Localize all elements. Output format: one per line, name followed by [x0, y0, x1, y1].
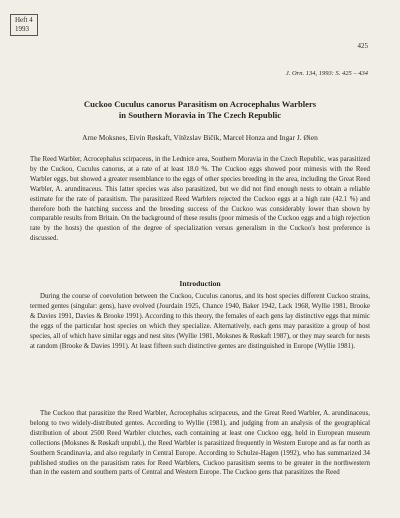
title-line-2: in Southern Moravia in The Czech Republic — [118, 110, 282, 120]
author-list: Arne Moksnes, Eivin Røskaft, Vítězslav Bičík, Marcel Honza and Ingar J. Øien — [82, 133, 318, 142]
page-number: 425 — [357, 42, 368, 50]
article-title — [30, 99, 370, 121]
journal-citation: J. Orn. 134, 1993: S. 425 – 434 — [285, 70, 368, 77]
section-heading-introduction: Introduction — [179, 279, 221, 288]
issue-box — [10, 14, 38, 36]
abstract-paragraph: The Reed Warbler, Acrocephalus scirpaceus, in the Lednice area, Southern Moravia in the Czech Republic, was parasitized by the Cuckoo, Cuculus canorus, at a rate of at least 18.0 %. The Cuckoo eggs showed poor mimesis with the Reed Warbler eggs, but showed a greater resemblance to the eggs of other species breeding in the area, including the Great Reed Warbler, A. arundinaceus. This latter species was also parasitized, but we did not find enough nests to obtain a reliable estimate for the rate of parasitism. The parasitized Reed Warblers rejected the Cuckoo eggs at a high rate (42.1 %) and therefore both the hatching success and the breeding success of the Cuckoo was considerably lower than shown by comparable results from Britain. On the background of these results (poor mimesis of the Cuckoo eggs and a high rejection rate by the hosts) the question of the degree of specialization versus generalism in the Cuckoo's host preference is discussed. — [30, 156, 370, 243]
issue-label: Heft 4 — [15, 16, 33, 24]
introduction-paragraph-2: The Cuckoo that parasitize the Reed Warbler, Acrocephalus scirpaceus, and the Great Reed Warbler, A. arundinaceus, belong to two widely-distributed gentes. According to Wyllie (1981), and judging from an analysis of the geographical distribution of about 2500 Reed Warbler clutches, each containing at least one Cuckoo egg, held in European museum collections (Moksnes & Røskaft unpubl.), the Reed Warbler is parasitized frequently in Western Europe and as far north as Southern Scandinavia, and also regularly in Central Europe. According to Schulze-Hagen (1992), who has summarized 34 published studies on the parasitism rates for Reed Warblers, Cuckoo parasitism seems to be greater in the northwestern than in the eastern and southern parts of Central and Western Europe. The Cuckoo gens that parasitizes the Reed — [30, 410, 370, 477]
title-line-1: Cuckoo Cuculus canorus Parasitism on Acrocephalus Warblers — [83, 99, 317, 109]
issue-year: 1993 — [15, 25, 29, 33]
introduction-paragraph-1: During the course of coevolution between the Cuckoo, Cuculus canorus, and its host species different Cuckoo strains, termed gentes (singular: gens), have evolved (Jourdain 1925, Chance 1940, Baker 1942, Lack 1968, Wyllie 1981, Brooke & Davies 1991, Davies & Brooke 1991). According to this theory, the females of each gens lay distinctive eggs that mimic the eggs of the particular host species on which they specialize. Alternatively, each gens may parasitize a group of host species, all of which have similar eggs and nest sites (Wyllie 1981, Moksnes & Røskaft 1987), or they may search for nests at random (Brooke & Davies 1991). At least fifteen such distinctive gentes are distinguished in Europe (Wyllie 1981). — [30, 293, 370, 350]
